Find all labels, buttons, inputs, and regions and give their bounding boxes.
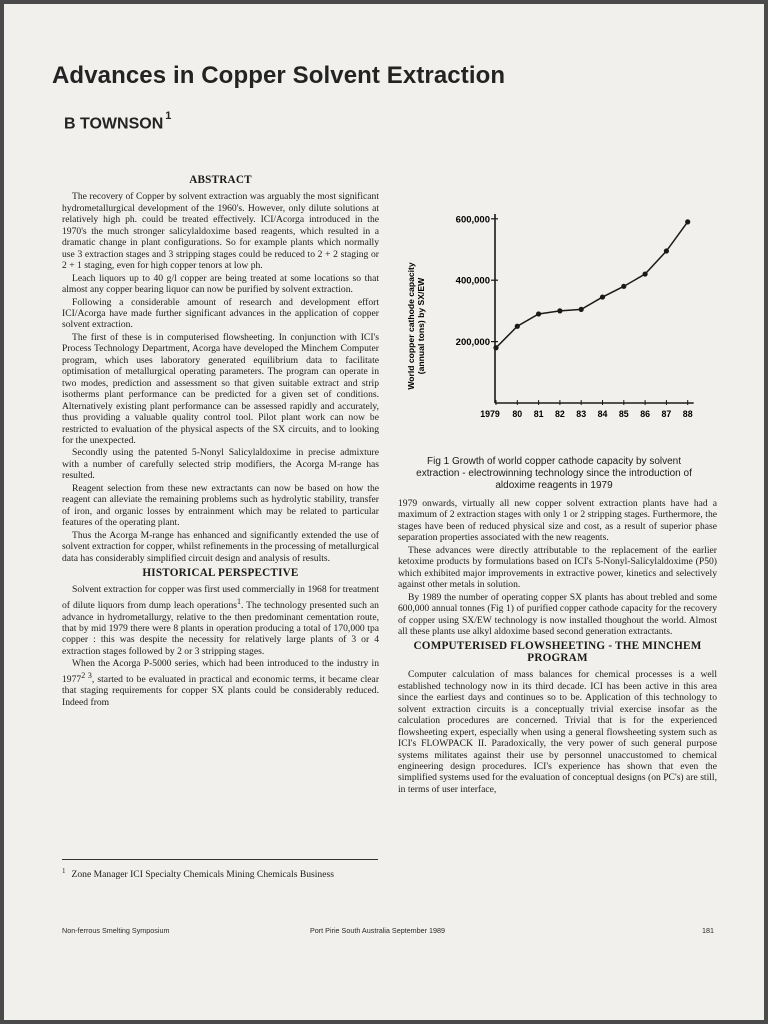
- historical-p2-start: When the Acorga P-5000 series, which had been introduced to the industry in 1977: [62, 658, 379, 685]
- historical-p1-end: . The technology presented such an advance in hydrometallurgy, relative to the then predominant cementation route, that by mid 1979 there were 8 plants in operation producing a total of 170,000 tpa copper : this was despite the necessity for relatively large plants of 3 or 4 extraction stages followed by 2 or 3 stripping stages.: [62, 600, 379, 657]
- x-tick-label: 88: [682, 409, 693, 419]
- x-tick-label: 83: [576, 409, 587, 419]
- y-axis-title: [406, 262, 426, 390]
- data-point: [664, 248, 669, 253]
- y-ticks: [456, 214, 498, 348]
- author-name: [64, 110, 172, 133]
- x-tick-label: 85: [618, 409, 629, 419]
- right-column: [398, 498, 717, 796]
- data-point: [536, 311, 541, 316]
- x-tick-label: 87: [661, 409, 672, 419]
- data-point: [600, 294, 605, 299]
- data-point: [579, 307, 584, 312]
- footnote-rule: [62, 859, 378, 860]
- y-axis-title-line: World copper cathode capacity: [406, 262, 416, 390]
- historical-continued-paragraph: 1979 onwards, virtually all new copper solvent extraction plants have had a maximum of 2 extraction stages with only 1 or 2 stripping stages. Furthermore, the stages have been of reduced physical size and cost, as a result of superior phase separation properties associated with the new reagents.: [398, 498, 717, 544]
- paper-title: Advances in Copper Solvent Extraction: [52, 62, 506, 89]
- data-point: [515, 324, 520, 329]
- x-tick-label: 86: [640, 409, 650, 419]
- data-point: [643, 271, 648, 276]
- series-line: [496, 222, 688, 348]
- data-point: [685, 219, 690, 224]
- footer-symposium: Non-ferrous Smelting Symposium: [62, 926, 170, 935]
- y-axis-title-line: (annual tons) by SX/EW: [416, 277, 426, 375]
- data-point: [493, 345, 498, 350]
- footer-page-number: 181: [702, 926, 714, 935]
- x-tick-label: 84: [597, 409, 608, 419]
- abstract-paragraph: Reagent selection from these new extractants can now be based on how the reagent can alleviate the remaining problems such as hydrolytic stability, transfer of iron, and organic losses by entrainment which may be related to particular features of the operating plant.: [62, 482, 379, 529]
- x-tick-label: 1979: [480, 409, 500, 419]
- abstract-paragraph: The first of these is in computerised flowsheeting. In conjunction with ICI's Process Technology Department, Acorga have developed the Minchem Computer program, which uses laboratory generated equilibrium data to facilitate optimisation of metallurgical operating parameters. The program can operate in two modes, prediction and assessment so that given suitable extract and strip isotherms plant performance can be predicted for a given set of conditions. Alternatively existing plant performance can be assessed rapidly and accurately, thus providing a valuable quality control tool. Pilot plant work can now be restricted to evaluation of the physical aspects of the SX circuits, and to looking for the unexpected.: [62, 331, 379, 446]
- y-tick-label: 200,000: [455, 337, 490, 349]
- abstract-paragraph: Thus the Acorga M-range has enhanced and significantly extended the use of solvent extraction for copper, whilst refinements in the processing of metallurgical data has considerably simplified circuit design and analysis of results.: [62, 529, 379, 564]
- historical-p2-end: , started to be evaluated in practical and economic terms, it became clear that staging requirements for copper SX plants could be considerably reduced. Indeed from: [62, 673, 380, 708]
- x-tick-label: 81: [533, 409, 544, 419]
- author-text: B TOWNSON: [64, 115, 164, 133]
- abstract-paragraph: Following a considerable amount of research and development effort ICI/Acorga have made further significant advances in the application of copper solvent extraction.: [62, 296, 379, 331]
- capacity-growth-chart: [386, 214, 726, 436]
- footnote-text: Zone Manager ICI Specialty Chemicals Mining Chemicals Business: [71, 869, 334, 881]
- reference-mark: 1: [236, 596, 241, 606]
- historical-paragraph: [62, 584, 379, 657]
- data-points: [493, 219, 690, 350]
- y-tick-label: 600,000: [455, 214, 490, 226]
- historical-p1-start: Solvent extraction for copper was first used commercially in 1968 for treatment of dilute liquors from dump leach operations: [62, 584, 379, 612]
- data-point: [557, 308, 562, 313]
- abstract-heading: ABSTRACT: [189, 174, 252, 186]
- reference-mark: 2 3: [81, 670, 92, 680]
- footnote-mark: 1: [62, 867, 66, 875]
- abstract-paragraph: Secondly using the patented 5-Nonyl Salicylaldoxime in precise admixture with a number of carefully selected strip modifiers, the Acorga M-range has resulted.: [62, 447, 379, 482]
- footer-location-date: Port Pirie South Australia September 1989: [310, 926, 446, 935]
- flowsheeting-heading: COMPUTERISED FLOWSHEETING - THE MINCHEM PROGRAM: [413, 640, 702, 664]
- x-tick-label: 82: [555, 409, 565, 419]
- data-point: [621, 284, 626, 289]
- historical-continued-paragraph: These advances were directly attributable to the replacement of the earlier ketoxime products by formulations based on ICI's 5-Nonyl-Salicylaldoxime (P50) which exhibited major improvements in extractive power, kinetics and selectively against other metals in solution.: [398, 544, 717, 591]
- author-footnote-mark: 1: [165, 110, 172, 122]
- figure-caption: Fig 1 Growth of world copper cathode capacity by solvent extraction - electrowinning technology since the introduction of aldoxime reagents in 1979: [416, 456, 692, 492]
- y-tick-label: 400,000: [455, 275, 490, 287]
- left-column: [62, 171, 379, 709]
- historical-continued-paragraph: By 1989 the number of operating copper SX plants has about trebled and some 600,000 annual tonnes (Fig 1) of purified copper cathode capacity for the recovery of copper using SX/EW technology is now installed thoughout the world. Almost all these plants use alkyl aldoxime based second generation extractants.: [398, 591, 717, 637]
- abstract-paragraph: The recovery of Copper by solvent extraction was arguably the most significant hydrometallurgical development of the 1960's. However, only dilute solutions at relatively high ph. could be treated effectively. ICI/Acorga introduced in the 1970's the much stronger salicylaldoxime based reagents, which resulted in a dramatic change in plant configurations. So for example plants which normally use 3 extraction stages and 3 stripping stages could be reduced to 2 + 2 staging or 2 + 1 staging, even for high copper tenors at low ph.: [62, 191, 379, 272]
- abstract-paragraph: Leach liquors up to 40 g/l copper are being treated at some locations so that almost any copper bearing liquor can now be purified by solvent extraction.: [62, 272, 379, 296]
- footnote: [62, 866, 379, 881]
- historical-heading: HISTORICAL PERSPECTIVE: [142, 566, 299, 579]
- paper-page: [4, 4, 764, 1020]
- x-tick-label: 80: [512, 409, 523, 419]
- historical-paragraph: [62, 658, 379, 708]
- flowsheeting-paragraph: Computer calculation of mass balances for chemical processes is a well established technology now in its third decade. ICI has been active in this area since the earliest days and continues so to be. Application of this technology to solvent extraction circuits is a conceptually trivial exercise insofar as the calculation procedures are concerned. Trivial that is for the experienced flowsheeting expert, especially when using a general flowsheeting system such as ICI's FLOWPACK II. Paradoxically, the very power of such general purpose systems militates against their use by personnel unaccustomed to chemical engineering design procedures. ICI's experience has shown that even the simplified systems used for the evaluation of conceptual designs (on PC's) are still, in terms of user interface,: [398, 669, 717, 795]
